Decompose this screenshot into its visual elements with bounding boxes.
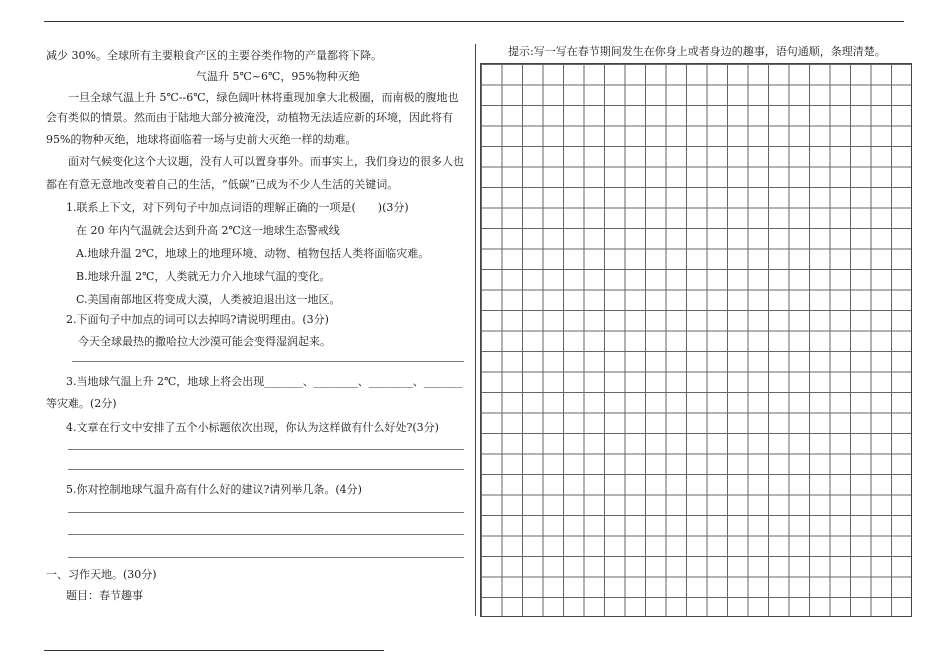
question-2: 2.下面句子中加点的词可以去掉吗?请说明理由。(3分)	[66, 313, 329, 326]
passage-line: 减少 30%。全球所有主要粮食产区的主要谷类作物的产量都将下降。	[46, 49, 382, 62]
answer-line[interactable]	[68, 534, 464, 535]
top-rule	[44, 21, 904, 22]
answer-line[interactable]	[72, 361, 464, 362]
bottom-rule	[44, 650, 384, 651]
answer-line[interactable]	[68, 449, 464, 450]
option-a: A.地球升温 2℃，地球上的地理环境、动物、植物包括人类将面临灾难。	[76, 247, 430, 260]
column-divider	[475, 44, 476, 616]
writing-section-title: 一、习作天地。(30分)	[46, 568, 157, 581]
option-c: C.美国南部地区将变成大漠，人类被迫退出这一地区。	[76, 293, 341, 306]
passage-line: 面对气候变化这个大议题，没有人可以置身事外。而事实上，我们身边的很多人也	[68, 155, 464, 168]
passage-subheading: 气温升 5℃~6℃，95%物种灭绝	[196, 70, 360, 83]
passage-line: 一旦全球气温上升 5℃--6℃，绿色阔叶林将重现加拿大北极圈，而南极的腹地也	[68, 91, 459, 104]
question-1: 1.联系上下文，对下列句子中加点词语的理解正确的一项是( )(3分)	[66, 201, 409, 214]
question-5: 5.你对控制地球气温升高有什么好的建议?请列举几条。(4分)	[66, 483, 362, 496]
question-3: 3.当地球气温上升 2℃，地球上将会出现_______、________、________、_______	[66, 375, 463, 388]
question-2-sentence: 今天全球最热的撒哈拉大沙漠可能会变得湿润起来。	[78, 335, 331, 348]
writing-topic: 题目：春节趣事	[66, 589, 143, 602]
writing-hint: 提示:写一写在春节期间发生在你身上或者身边的趣事，语句通顺，条理清楚。	[508, 45, 886, 58]
answer-line[interactable]	[68, 512, 464, 513]
question-3-continuation: 等灾难。(2分)	[46, 397, 117, 410]
passage-line: 95%的物种灭绝，地球将面临着一场与史前大灭绝一样的劫难。	[46, 133, 357, 146]
answer-line[interactable]	[68, 557, 464, 558]
question-1-sentence: 在 20 年内气温就会达到升高 2℃这一地球生态警戒线	[76, 224, 340, 237]
option-b: B.地球升温 2℃，人类就无力介入地球气温的变化。	[76, 270, 331, 283]
writing-grid[interactable]	[480, 63, 912, 617]
question-4: 4.文章在行文中安排了五个小标题依次出现，你认为这样做有什么好处?(3分)	[66, 421, 439, 434]
passage-line: 都在有意无意地改变着自己的生活，“低碳”已成为不少人生活的关键词。	[46, 178, 399, 191]
passage-line: 会有类似的情景。然而由于陆地大部分被淹没，动植物无法适应新的环境，因此将有	[46, 111, 453, 124]
answer-line[interactable]	[68, 469, 464, 470]
